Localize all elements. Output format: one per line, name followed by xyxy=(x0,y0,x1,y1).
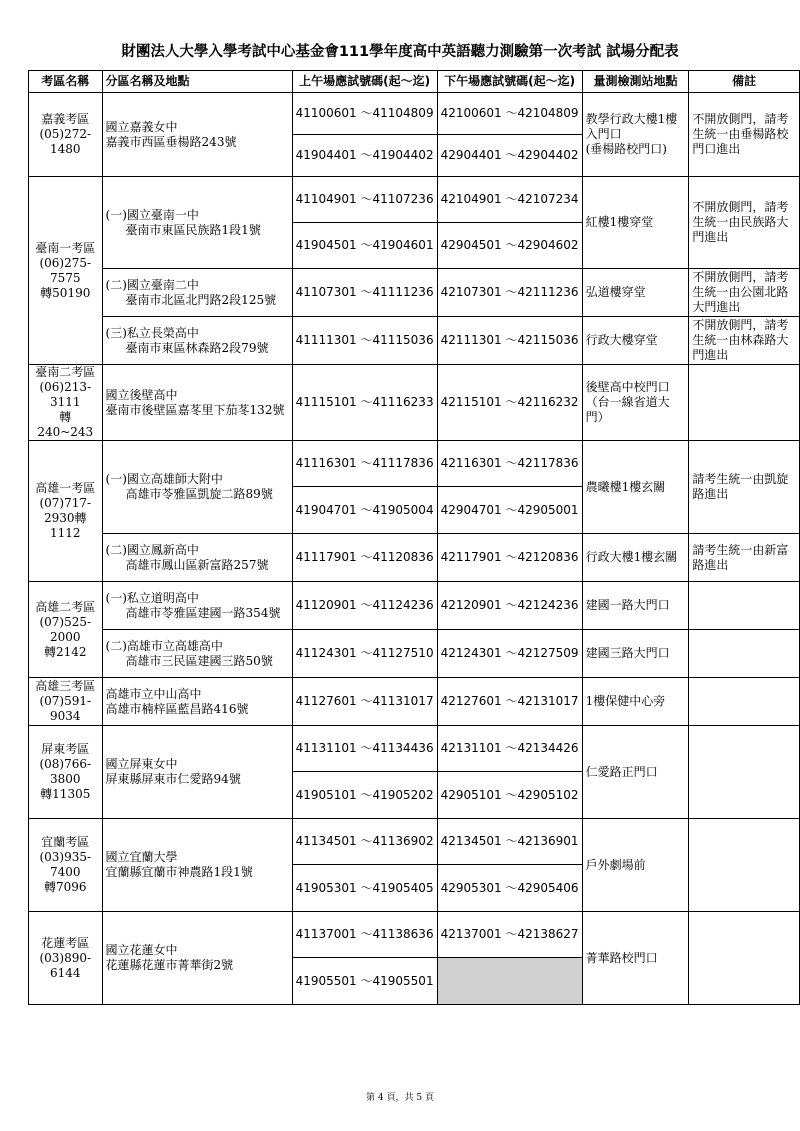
table-row xyxy=(29,678,800,726)
pm-range-empty xyxy=(437,958,582,1005)
header-am: 上午場應試號碼(起～迄) xyxy=(292,71,437,93)
cell-line: 屏東考區 xyxy=(41,742,90,756)
cell-line: 2930轉1112 xyxy=(44,511,87,540)
am-range: 41131101 ～41134436 xyxy=(292,726,437,772)
cell-line: 國立花蓮女中 xyxy=(105,943,178,957)
cell-line: 臺南市後壁區嘉苳里下茄苳132號 xyxy=(105,402,285,417)
area-cell xyxy=(29,93,103,177)
pm-range: 42127601 ～42131017 xyxy=(437,678,582,726)
cell-line: 1樓保健中心旁 xyxy=(585,694,666,708)
cell-line: (07)525-2000 xyxy=(39,614,92,644)
cell-line: 高雄市鳳山區新富路257號 xyxy=(125,557,269,572)
cell-line: 行政大樓穿堂 xyxy=(585,333,658,347)
station-cell xyxy=(582,177,689,269)
table-row xyxy=(29,912,800,958)
am-range: 41124301 ～41127510 xyxy=(292,630,437,678)
site-cell xyxy=(102,630,292,678)
area-cell xyxy=(29,912,103,1005)
station-cell xyxy=(582,726,689,819)
pm-range: 42111301 ～42115036 xyxy=(437,317,582,365)
cell-line: 屏東縣屏東市仁愛路94號 xyxy=(105,772,241,786)
site-cell xyxy=(102,819,292,912)
area-cell xyxy=(29,441,103,582)
cell-line: (05)272-1480 xyxy=(39,127,92,156)
note-cell xyxy=(689,678,800,726)
header-row xyxy=(29,71,800,93)
area-cell xyxy=(29,819,103,912)
table-row xyxy=(29,630,800,678)
site-cell xyxy=(102,317,292,365)
pm-range: 42104901 ～42107234 xyxy=(437,177,582,223)
note-cell xyxy=(689,630,800,678)
cell-line: (垂楊路校門口) xyxy=(585,142,667,156)
cell-line: 教學行政大樓1樓入門口 xyxy=(585,112,678,141)
pm-range: 42904401 ～42904402 xyxy=(437,135,582,177)
cell-line: (07)717- xyxy=(39,496,92,510)
cell-line: 農曦樓1樓玄關 xyxy=(585,479,666,494)
cell-line: 宜蘭考區 xyxy=(41,835,90,849)
pm-range: 42116301 ～42117836 xyxy=(437,441,582,487)
table-row xyxy=(29,93,800,135)
area-cell xyxy=(29,365,103,441)
cell-line: 建國三路大門口 xyxy=(585,646,670,660)
cell-line: 不開放側門，請考生統一由民族路大門進出 xyxy=(692,200,789,244)
cell-line: 國立屏東女中 xyxy=(105,757,178,771)
cell-line: (二)高雄市立高雄高中 xyxy=(105,638,223,653)
site-cell xyxy=(102,93,292,177)
pm-range: 42107301 ～42111236 xyxy=(437,269,582,317)
header-site: 分區名稱及地點 xyxy=(102,71,292,93)
cell-line: 臺南市東區民族路1段1號 xyxy=(125,222,261,237)
cell-line: 請考生統一由新富路進出 xyxy=(692,542,789,572)
pm-range: 42100601 ～42104809 xyxy=(437,93,582,135)
cell-line: 建國一路大門口 xyxy=(585,598,670,612)
area-cell xyxy=(29,177,103,365)
cell-line: 後壁高中校門口 xyxy=(585,380,670,394)
cell-line: 嘉義市西區垂楊路243號 xyxy=(105,134,237,149)
am-range: 41127601 ～41131017 xyxy=(292,678,437,726)
cell-line: (06)213-3111 xyxy=(39,380,92,409)
pm-range: 42117901 ～42120836 xyxy=(437,534,582,582)
station-cell xyxy=(582,678,689,726)
pm-range: 42131101 ～42134426 xyxy=(437,726,582,772)
cell-line: (一)私立道明高中 xyxy=(105,590,199,605)
site-cell xyxy=(102,441,292,534)
station-cell xyxy=(582,365,689,441)
table-row xyxy=(29,819,800,865)
note-cell xyxy=(689,534,800,582)
cell-line: 高雄市苓雅區凱旋二路89號 xyxy=(125,487,273,501)
site-cell xyxy=(102,582,292,630)
am-range: 41904501 ～41904601 xyxy=(292,223,437,269)
cell-line: 高雄三考區 xyxy=(35,679,96,693)
site-cell xyxy=(102,726,292,819)
cell-line: 弘道樓穿堂 xyxy=(585,285,646,299)
pm-range: 42904501 ～42904602 xyxy=(437,223,582,269)
station-cell xyxy=(582,582,689,630)
pm-range: 42134501 ～42136901 xyxy=(437,819,582,865)
station-cell xyxy=(582,534,689,582)
area-cell xyxy=(29,582,103,678)
site-cell xyxy=(102,365,292,441)
cell-line: 國立宜蘭大學 xyxy=(105,850,178,864)
cell-line: (二)國立鳳新高中 xyxy=(105,542,199,557)
cell-line: 轉240~243 xyxy=(37,410,94,439)
table-row xyxy=(29,582,800,630)
cell-line: 國立嘉義女中 xyxy=(105,119,178,134)
page-title: 財團法人大學入學考試中心基金會111學年度高中英語聽力測驗第一次考試 試場分配表 xyxy=(121,44,679,60)
cell-line: 不開放側門，請考生統一由垂楊路校門口進出 xyxy=(692,112,789,156)
cell-line: 高雄市三民區建國三路50號 xyxy=(125,653,273,668)
station-cell xyxy=(582,819,689,912)
cell-line: 請考生統一由凱旋路進出 xyxy=(692,472,789,501)
cell-line: (一)國立臺南一中 xyxy=(105,207,199,222)
page-footer: 第 4 頁，共 5 頁 xyxy=(366,1093,434,1103)
cell-line: 戶外劇場前 xyxy=(585,857,646,872)
cell-line: (一)國立高雄師大附中 xyxy=(105,472,223,486)
cell-line: (03)935-7400 xyxy=(39,850,92,879)
header-pm: 下午場應試號碼(起～迄) xyxy=(437,71,582,93)
station-cell xyxy=(582,269,689,317)
note-cell xyxy=(689,912,800,1005)
cell-line: 轉2142 xyxy=(44,644,87,659)
pm-range: 42115101 ～42116232 xyxy=(437,365,582,441)
cell-line: 高雄市苓雅區建國一路354號 xyxy=(125,605,281,620)
cell-line: 行政大樓1樓玄關 xyxy=(585,550,678,564)
pm-range: 42905301 ～42905406 xyxy=(437,865,582,912)
exam-site-table xyxy=(28,70,800,1005)
cell-line: (二)國立臺南二中 xyxy=(105,277,199,292)
cell-line: 高雄市楠梓區藍昌路416號 xyxy=(105,701,249,716)
am-range: 41115101 ～41116233 xyxy=(292,365,437,441)
site-cell xyxy=(102,177,292,269)
header-area: 考區名稱 xyxy=(29,71,103,93)
cell-line: 高雄一考區 xyxy=(35,481,96,495)
table-row xyxy=(29,726,800,772)
am-range: 41100601 ～41104809 xyxy=(292,93,437,135)
table-row xyxy=(29,177,800,223)
am-range: 41120901 ～41124236 xyxy=(292,582,437,630)
station-cell xyxy=(582,630,689,678)
cell-line: （台一線省道大門） xyxy=(585,395,670,424)
site-cell xyxy=(102,534,292,582)
am-range: 41905101 ～41905202 xyxy=(292,772,437,819)
am-range: 41904401 ～41904402 xyxy=(292,135,437,177)
cell-line: (03)890-6144 xyxy=(39,950,92,980)
am-range: 41107301 ～41111236 xyxy=(292,269,437,317)
cell-line: 臺南一考區 xyxy=(35,240,96,255)
am-range: 41904701 ～41905004 xyxy=(292,487,437,534)
pm-range: 42904701 ～42905001 xyxy=(437,487,582,534)
note-cell xyxy=(689,726,800,819)
pm-range: 42137001 ～42138627 xyxy=(437,912,582,958)
cell-line: 轉7096 xyxy=(44,880,87,894)
note-cell xyxy=(689,365,800,441)
am-range: 41905301 ～41905405 xyxy=(292,865,437,912)
am-range: 41116301 ～41117836 xyxy=(292,441,437,487)
cell-line: 嘉義考區 xyxy=(41,112,90,126)
cell-line: 國立後壁高中 xyxy=(105,387,178,402)
site-cell xyxy=(102,678,292,726)
note-cell xyxy=(689,441,800,534)
station-cell xyxy=(582,317,689,365)
cell-line: (三)私立長榮高中 xyxy=(105,325,199,340)
cell-line: 臺南二考區 xyxy=(35,365,96,379)
cell-line: (08)766-3800 xyxy=(39,757,92,786)
cell-line: 轉50190 xyxy=(40,285,91,300)
site-cell xyxy=(102,912,292,1005)
cell-line: 紅樓1樓穿堂 xyxy=(585,215,654,229)
table-row xyxy=(29,441,800,487)
header-note: 備註 xyxy=(689,71,800,93)
cell-line: 臺南市北區北門路2段125號 xyxy=(125,292,277,307)
table-row xyxy=(29,269,800,317)
cell-line: 菁華路校門口 xyxy=(585,950,658,965)
am-range: 41134501 ～41136902 xyxy=(292,819,437,865)
table-row xyxy=(29,534,800,582)
cell-line: (07)591-9034 xyxy=(39,694,92,723)
area-cell xyxy=(29,726,103,819)
note-cell xyxy=(689,819,800,912)
table-row xyxy=(29,317,800,365)
cell-line: 高雄市立中山高中 xyxy=(105,686,202,701)
note-cell xyxy=(689,177,800,269)
pm-range: 42905101 ～42905102 xyxy=(437,772,582,819)
pm-range: 42124301 ～42127509 xyxy=(437,630,582,678)
note-cell xyxy=(689,269,800,317)
cell-line: 宜蘭縣宜蘭市神農路1段1號 xyxy=(105,865,253,879)
pm-range: 42120901 ～42124236 xyxy=(437,582,582,630)
am-range: 41137001 ～41138636 xyxy=(292,912,437,958)
am-range: 41905501 ～41905501 xyxy=(292,958,437,1005)
cell-line: 花蓮考區 xyxy=(41,935,90,950)
note-cell xyxy=(689,317,800,365)
am-range: 41104901 ～41107236 xyxy=(292,177,437,223)
am-range: 41111301 ～41115036 xyxy=(292,317,437,365)
cell-line: 轉11305 xyxy=(40,787,91,801)
header-station: 量測檢測站地點 xyxy=(582,71,689,93)
cell-line: 不開放側門，請考生統一由公園北路大門進出 xyxy=(692,270,789,314)
cell-line: 不開放側門，請考生統一由林森路大門進出 xyxy=(692,318,789,362)
cell-line: 臺南市東區林森路2段79號 xyxy=(125,340,269,355)
cell-line: 高雄二考區 xyxy=(35,599,96,614)
table-row xyxy=(29,365,800,441)
area-cell xyxy=(29,678,103,726)
cell-line: 花蓮縣花蓮市菁華街2號 xyxy=(105,958,234,972)
station-cell xyxy=(582,93,689,177)
am-range: 41117901 ～41120836 xyxy=(292,534,437,582)
site-cell xyxy=(102,269,292,317)
cell-line: 仁愛路正門口 xyxy=(585,764,658,779)
note-cell xyxy=(689,93,800,177)
station-cell xyxy=(582,441,689,534)
cell-line: (06)275-7575 xyxy=(39,255,92,285)
station-cell xyxy=(582,912,689,1005)
note-cell xyxy=(689,582,800,630)
